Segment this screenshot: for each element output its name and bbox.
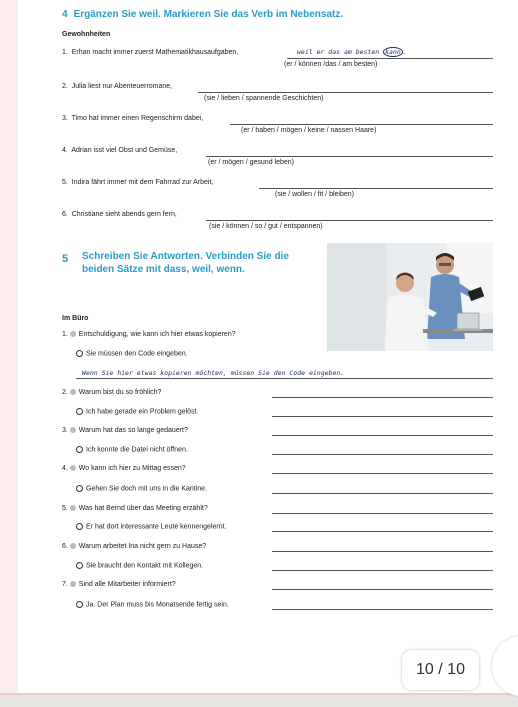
exercise-5-title-line-2: beiden Sätze mit dass, weil, wenn. — [82, 264, 245, 275]
item-sentence: Julia liest nur Abenteuerromane, — [71, 83, 173, 90]
item-number: 2. — [62, 83, 68, 90]
ex5-item-3-question — [62, 427, 188, 434]
answer-line — [272, 551, 493, 552]
ex5-item-2-answer — [76, 408, 198, 415]
answer-text: Sie braucht den Kontakt mit Kollegen. — [86, 562, 204, 570]
handwritten-example-answer: Wenn Sie hier etwas kopieren möchten, müssen Sie den Code eingeben. — [82, 369, 345, 377]
exercise-4-heading — [62, 9, 343, 20]
exercise-4-subtitle: Gewohnheiten — [62, 31, 111, 38]
speaker-dot-icon — [70, 581, 76, 587]
answer-line — [272, 435, 493, 436]
question-text: Wo kann ich hier zu Mittag essen? — [78, 465, 186, 472]
ex5-item-5-question — [62, 505, 208, 512]
exercise-5-title-line-1: Schreiben Sie Antworten. Verbinden Sie die — [82, 251, 289, 262]
ex4-item-5 — [62, 179, 213, 186]
question-text: Entschuldigung, wie kann ich hier etwas kopieren? — [78, 331, 236, 338]
ex4-item-1 — [62, 49, 238, 56]
ex4-hint-3: (er / haben / mögen / keine / nassen Haare) — [241, 127, 377, 134]
speaker-circle-icon — [76, 485, 83, 492]
question-text: Warum bist du so fröhlich? — [78, 389, 162, 396]
item-number: 6. — [62, 211, 68, 218]
exercise-5-title — [82, 250, 289, 276]
ex4-hint-5: (sie / wollen / fit / bleiben) — [275, 191, 354, 198]
speaker-circle-icon — [76, 562, 83, 569]
ex5-item-6-answer — [76, 562, 203, 569]
answer-line — [272, 493, 493, 494]
ex5-item-4-question — [62, 465, 186, 472]
answer-line — [272, 513, 493, 514]
item-sentence: Erhan macht immer zuerst Mathematikhausaufgaben, — [71, 49, 239, 56]
ex4-hint-6: (sie / können / so / gut / entspannen) — [209, 223, 323, 230]
answer-line — [259, 188, 493, 189]
circled-verb: kann — [385, 48, 401, 56]
answer-line — [272, 609, 493, 610]
exercise-5-number: 5 — [62, 253, 69, 265]
question-text: Warum hat das so lange gedauert? — [78, 427, 188, 434]
speaker-dot-icon — [70, 505, 76, 511]
item-number: 5. — [62, 505, 68, 512]
answer-line — [272, 589, 493, 590]
ex4-item-4 — [62, 147, 177, 154]
ex4-hint-2: (sie / lieben / spannende Geschichten) — [204, 95, 324, 102]
ex5-item-7-answer — [76, 601, 229, 608]
answer-line — [272, 454, 493, 455]
item-number: 1. — [62, 49, 68, 56]
item-sentence: Adrian isst viel Obst und Gemüse, — [71, 147, 178, 154]
item-number: 2. — [62, 389, 68, 396]
exercise-5-subtitle: Im Büro — [62, 315, 89, 322]
ex5-item-2-question — [62, 389, 161, 396]
item-sentence: Timo hat immer einen Regenschirm dabei, — [71, 115, 204, 122]
question-text: Was hat Bernd über das Meeting erzählt? — [78, 505, 208, 512]
answer-line — [272, 397, 493, 398]
ex5-item-4-answer — [76, 485, 207, 492]
office-photo-illustration — [327, 243, 493, 351]
item-number: 3. — [62, 427, 68, 434]
item-number: 1. — [62, 331, 68, 338]
item-number: 6. — [62, 543, 68, 550]
ex5-item-1-question — [62, 331, 236, 338]
item-sentence: Indira fährt immer mit dem Fahrrad zur Arbeit, — [71, 179, 214, 186]
answer-text: weil er das am besten — [297, 48, 384, 56]
question-text: Warum arbeitet Ina nicht gern zu Hause? — [78, 543, 207, 550]
answer-line — [206, 156, 493, 157]
speaker-dot-icon — [70, 389, 76, 395]
answer-text: Sie müssen den Code eingeben. — [86, 350, 188, 358]
ex4-item-3 — [62, 115, 203, 122]
item-number: 3. — [62, 115, 68, 122]
ex5-item-7-question — [62, 581, 176, 588]
ex4-hint-4: (er / mögen / gesund leben) — [208, 159, 294, 166]
answer-text: Ja. Der Plan muss bis Monatsende fertig sein. — [86, 601, 229, 609]
answer-line — [272, 416, 493, 417]
answer-line — [272, 473, 493, 474]
exercise-4-number: 4 — [62, 9, 68, 20]
speaker-dot-icon — [70, 331, 76, 337]
ex5-item-6-question — [62, 543, 206, 550]
answer-text: Ich konnte die Datei nicht öffnen. — [86, 446, 188, 454]
ex4-hint-1: (er / können /das / am besten) — [284, 61, 378, 68]
item-sentence: Christiane sieht abends gern fern, — [71, 211, 177, 218]
speaker-circle-icon — [76, 523, 83, 530]
page-counter[interactable]: 10 / 10 — [402, 650, 479, 690]
ex4-item-6 — [62, 211, 177, 218]
item-number: 5. — [62, 179, 68, 186]
answer-line — [272, 531, 493, 532]
answer-text: Er hat dort interessante Leute kennengelernt. — [86, 523, 227, 531]
answer-period: . — [402, 48, 407, 56]
page-margin-bar — [0, 0, 18, 695]
item-number: 4. — [62, 465, 68, 472]
answer-line — [198, 92, 493, 93]
question-text: Sind alle Mitarbeiter informiert? — [78, 581, 176, 588]
handwritten-answer-1 — [297, 48, 407, 56]
answer-line — [287, 58, 493, 59]
speaker-circle-icon — [76, 408, 83, 415]
speaker-circle-icon — [76, 350, 83, 357]
answer-text: Gehen Sie doch mit uns in die Kantine. — [86, 485, 208, 493]
speaker-dot-icon — [70, 465, 76, 471]
answer-line — [272, 570, 493, 571]
item-number: 7. — [62, 581, 68, 588]
speaker-dot-icon — [70, 543, 76, 549]
ex5-item-3-answer — [76, 446, 188, 453]
answer-line — [76, 378, 493, 379]
answer-line — [206, 220, 493, 221]
ex5-item-1-answer — [76, 350, 188, 357]
speaker-dot-icon — [70, 427, 76, 433]
speaker-circle-icon — [76, 601, 83, 608]
answer-text: Ich habe gerade ein Problem gelöst. — [86, 408, 199, 416]
ex5-item-5-answer — [76, 523, 226, 530]
office-photo — [327, 243, 493, 351]
ex4-item-2 — [62, 83, 172, 90]
item-number: 4. — [62, 147, 68, 154]
page-bottom-border — [0, 693, 518, 695]
answer-line — [230, 124, 493, 125]
exercise-4-title: Ergänzen Sie weil. Markieren Sie das Verb im Nebensatz. — [73, 9, 344, 20]
speaker-circle-icon — [76, 446, 83, 453]
